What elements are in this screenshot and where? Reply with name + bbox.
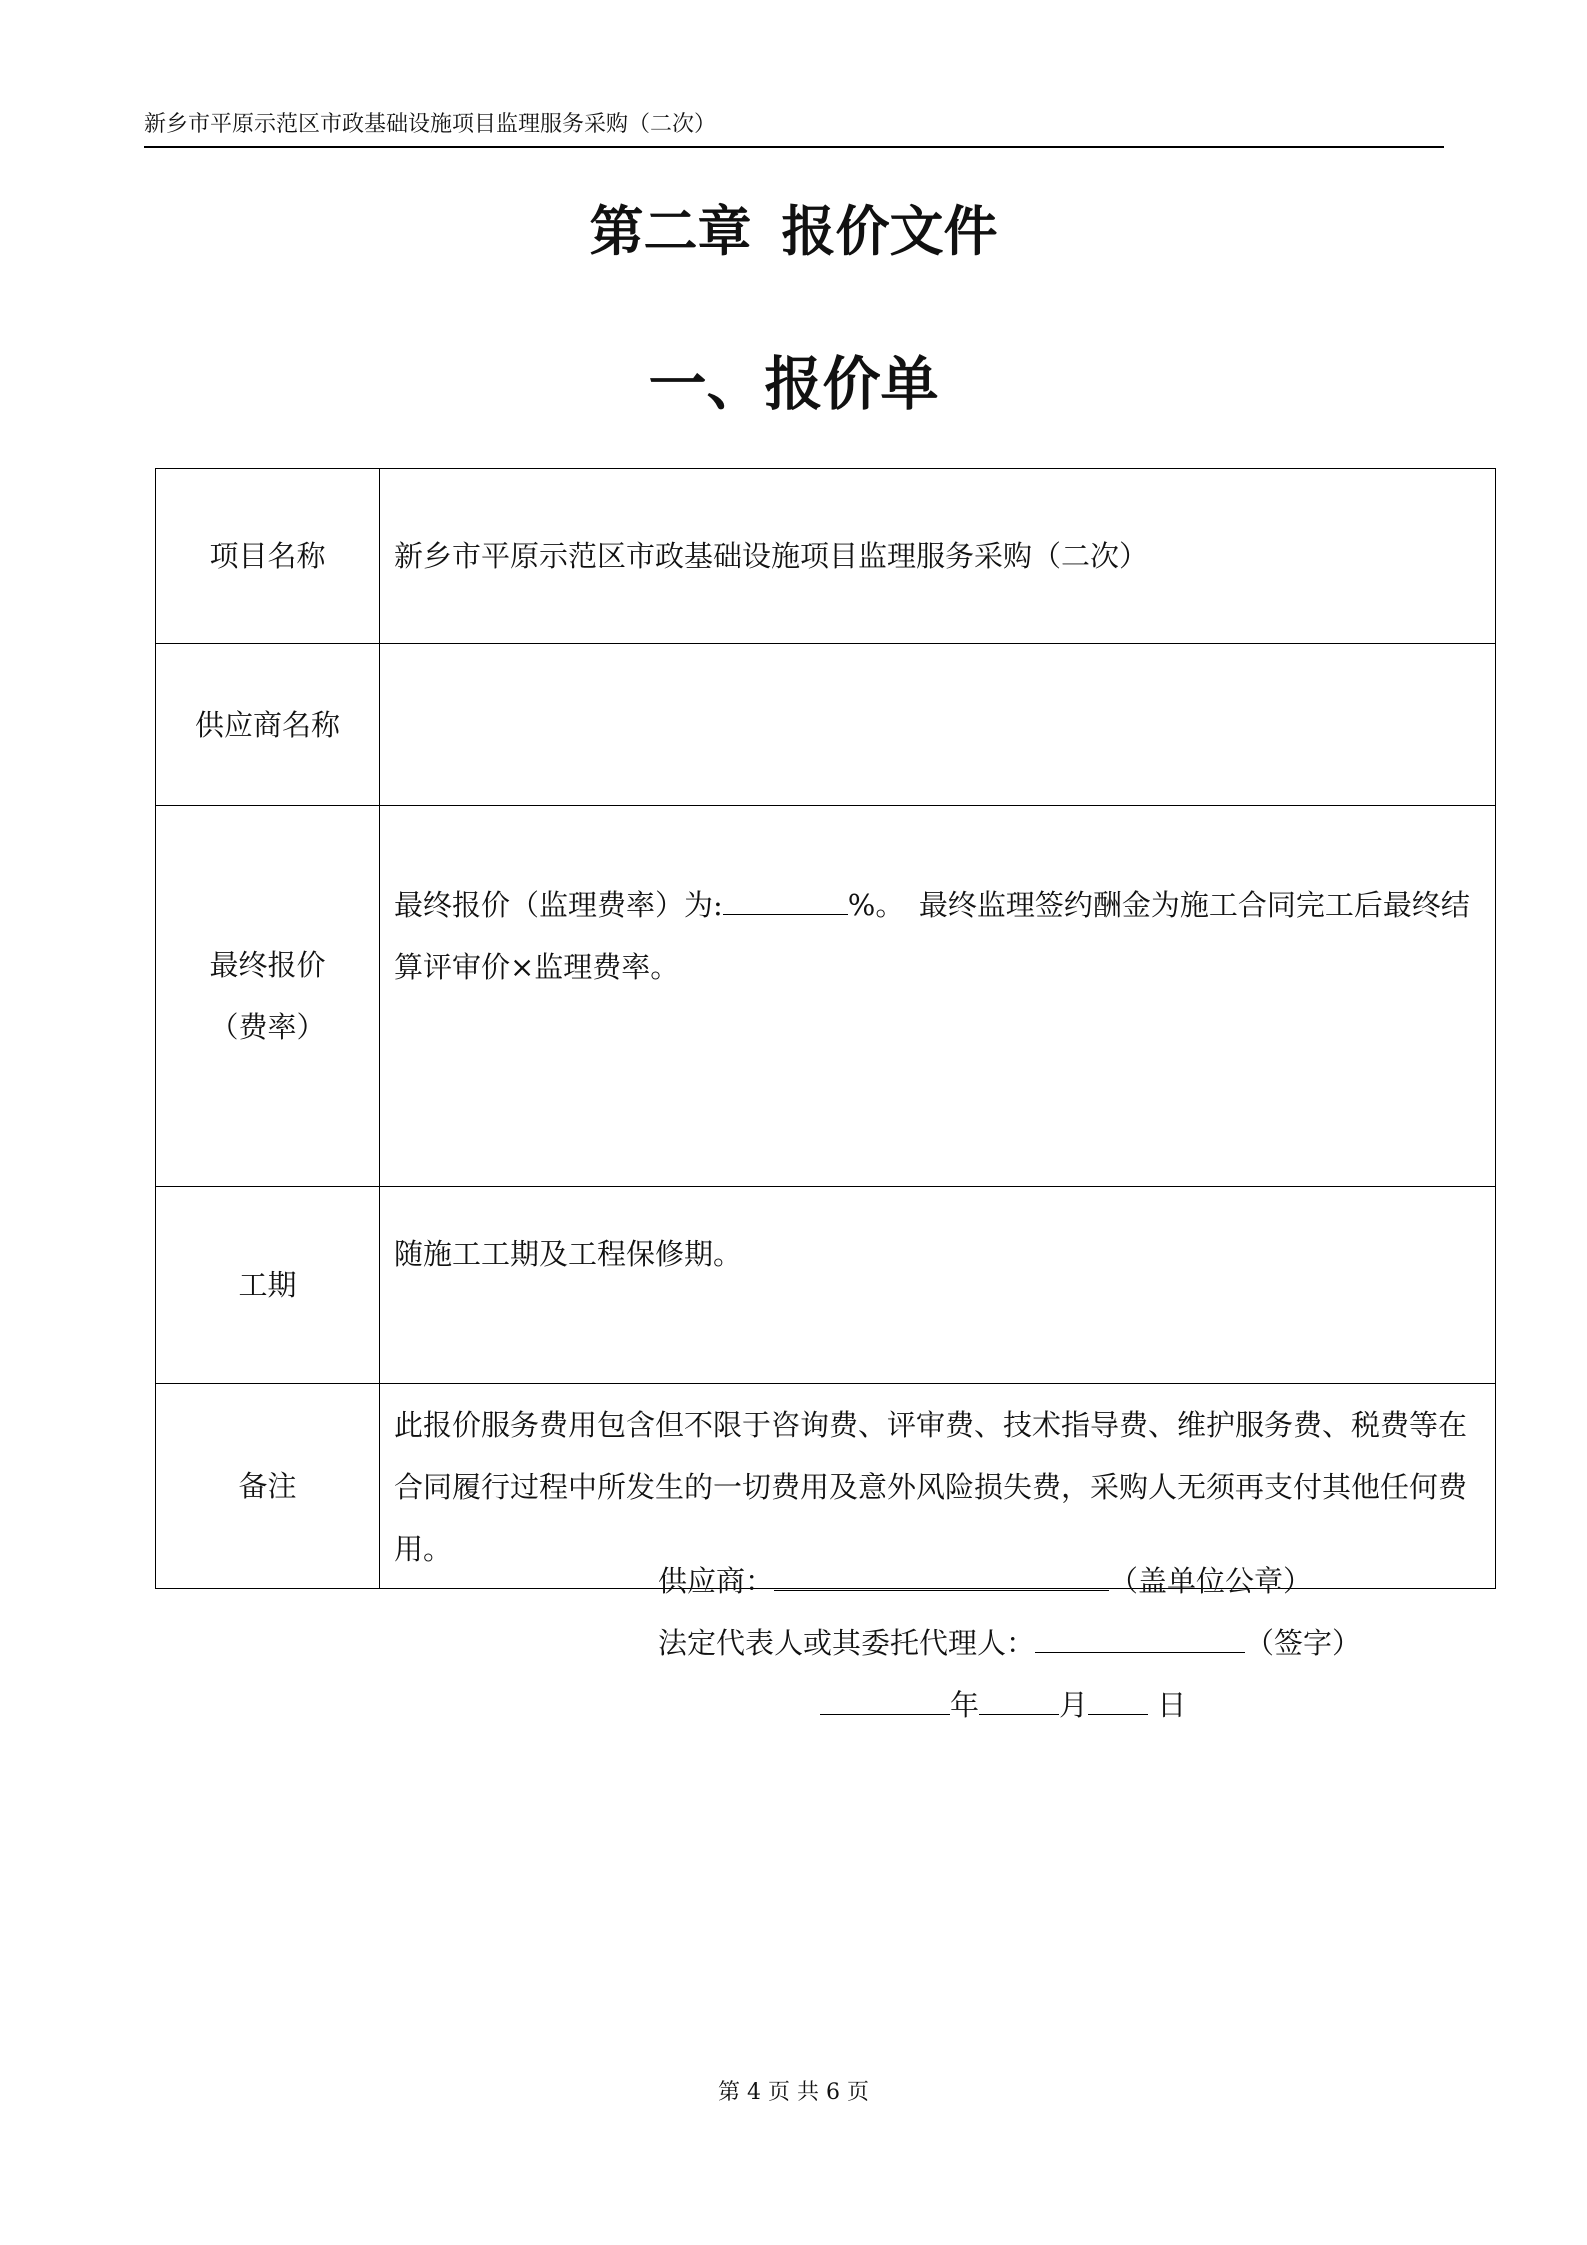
table-row bbox=[156, 469, 1496, 644]
final-price-label-line1: 最终报价 bbox=[209, 948, 326, 982]
representative-note: （签字） bbox=[1245, 1626, 1362, 1660]
final-price-prefix: 最终报价（监理费率）为: bbox=[394, 888, 723, 922]
project-name-label: 项目名称 bbox=[156, 469, 380, 644]
day-blank[interactable] bbox=[1088, 1684, 1148, 1715]
supplier-blank[interactable] bbox=[774, 1560, 1109, 1591]
page-footer: 第 4 页 共 6 页 bbox=[718, 2080, 869, 2105]
header-text: 新乡市平原示范区市政基础设施项目监理服务采购（二次） bbox=[144, 112, 717, 137]
final-price-label-line2: （费率） bbox=[209, 1010, 326, 1044]
chapter-number: 第二章 bbox=[589, 200, 752, 263]
quote-table bbox=[155, 468, 1496, 1589]
chapter-name: 报价文件 bbox=[781, 200, 998, 263]
final-price-suffix: %。 最终监理签约酬金为施工合同完工后最终结算评审价×监理费率。 bbox=[394, 888, 1470, 984]
date-line bbox=[820, 1684, 1186, 1725]
table-row bbox=[156, 806, 1496, 1187]
supplier-signature-line bbox=[658, 1560, 1312, 1601]
remarks-label: 备注 bbox=[156, 1384, 380, 1589]
remarks-value: 此报价服务费用包含但不限于咨询费、评审费、技术指导费、维护服务费、税费等在合同履行过程中所发生的一切费用及意外风险损失费，采购人无须再支付其他任何费用。 bbox=[380, 1384, 1496, 1589]
project-name-value: 新乡市平原示范区市政基础设施项目监理服务采购（二次） bbox=[380, 469, 1496, 644]
page-header bbox=[144, 110, 1444, 148]
supplier-note: （盖单位公章） bbox=[1109, 1564, 1313, 1598]
month-label: 月 bbox=[1059, 1688, 1089, 1722]
supplier-name-label: 供应商名称 bbox=[156, 644, 380, 806]
year-label: 年 bbox=[950, 1688, 980, 1722]
chapter-title bbox=[0, 192, 1587, 272]
table-row bbox=[156, 1384, 1496, 1589]
duration-label: 工期 bbox=[156, 1187, 380, 1384]
section-title: 一、报价单 bbox=[648, 350, 939, 418]
month-blank[interactable] bbox=[979, 1684, 1059, 1715]
duration-value: 随施工工期及工程保修期。 bbox=[380, 1187, 1496, 1384]
final-price-label bbox=[156, 806, 380, 1187]
representative-label: 法定代表人或其委托代理人： bbox=[658, 1626, 1036, 1660]
year-blank[interactable] bbox=[820, 1684, 950, 1715]
representative-blank[interactable] bbox=[1035, 1622, 1245, 1653]
supplier-label: 供应商： bbox=[658, 1564, 775, 1598]
table-row bbox=[156, 1187, 1496, 1384]
supplier-name-value[interactable] bbox=[380, 644, 1496, 806]
table-row bbox=[156, 644, 1496, 806]
final-price-value bbox=[380, 806, 1496, 1187]
day-label: 日 bbox=[1157, 1688, 1187, 1722]
representative-signature-line bbox=[658, 1622, 1361, 1663]
fee-rate-blank[interactable] bbox=[723, 884, 848, 915]
